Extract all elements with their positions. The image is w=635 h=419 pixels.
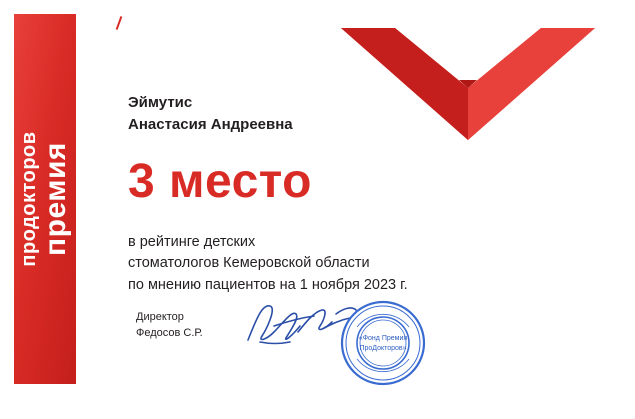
side-band-line-2: премия [39,142,72,256]
signatory [136,310,203,342]
page-edge-top [0,0,635,10]
side-band-text [19,131,71,266]
recipient-given-name: Анастасия Андреевна [128,115,293,133]
rating-line-1: в рейтинге детских [128,233,256,250]
signatory-title: Директор [136,311,184,323]
side-band-line-1: продокторов [18,131,40,267]
side-band [14,14,76,384]
official-stamp-icon [340,300,426,386]
certificate-content [128,92,568,297]
stamp-line-1: «Фонд Премия [358,335,408,342]
rating-line-3: по мнению пациентов на 1 ноября 2023 г. [128,277,408,293]
stamp-line-2: ПроДокторов» [359,345,407,352]
recipient-surname: Эймутис [128,94,193,111]
corner-tick-mark [116,16,123,30]
rating-description [128,232,568,297]
award-place: 3 место [128,154,312,208]
side-band-inner [14,14,76,384]
signature-block [136,308,556,378]
signatory-name: Федосов С.Р. [136,326,203,339]
rating-line-2: стоматологов Кемеровской области [128,255,370,272]
recipient-block [128,92,568,136]
page-edge-bottom [0,397,635,419]
